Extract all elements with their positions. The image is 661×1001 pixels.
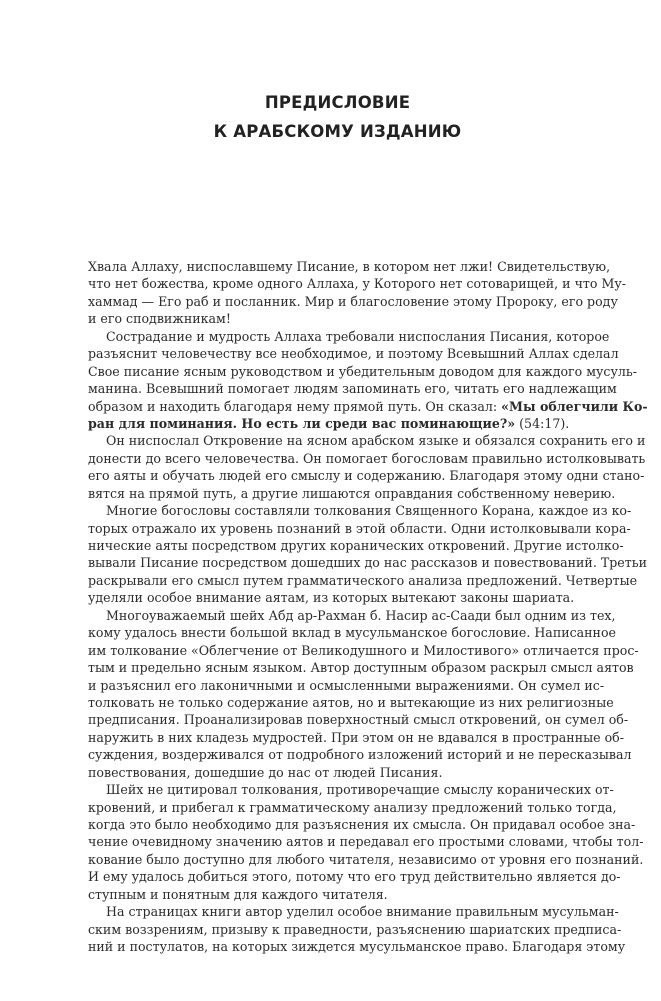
- text-segment: Шейх не цитировал толкования, противоречащие смыслу коранических от-: [106, 782, 614, 798]
- text-segment: и разъяснил его лаконичными и осмысленными выражениями. Он сумел ис-: [88, 677, 605, 693]
- paragraph: [88, 903, 626, 955]
- paragraph: [88, 258, 627, 328]
- text-segment: Многоуважаемый шейх Абд ар-Рахман б. Насир ас-Саади был одним из тех,: [106, 607, 616, 623]
- text-line: [88, 293, 618, 310]
- text-line: [88, 624, 616, 641]
- text-line: [88, 607, 616, 624]
- text-line: [88, 833, 644, 850]
- text-segment: чение очевидному значению аятов и передавал его простыми словами, чтобы тол-: [88, 834, 644, 850]
- text-line: [88, 764, 589, 781]
- text-segment: суждения, воздерживался от подробного изложений историй и не пересказывал: [88, 747, 632, 763]
- text-line: [88, 868, 621, 885]
- text-segment: торых отражало их уровень познаний в этой области. Одни истолковывали кора-: [88, 520, 631, 536]
- text-segment: повествования, дошедшие до нас от людей Писания.: [88, 764, 443, 780]
- text-line: [88, 275, 627, 292]
- text-line: [88, 502, 632, 519]
- paragraph: [88, 781, 644, 903]
- text-line: [88, 589, 589, 606]
- text-line: [88, 711, 629, 728]
- text-line: [88, 467, 645, 484]
- text-segment: ступным и понятным для каждого читателя.: [88, 886, 388, 902]
- text-segment: хаммад — Его раб и посланник. Мир и благословение этому Пророку, его роду: [88, 293, 618, 309]
- text-segment: кование было доступно для любого читателя, независимо от уровня его познаний.: [88, 851, 644, 867]
- paragraph: [88, 607, 639, 781]
- text-line: [88, 694, 614, 711]
- text-line: [88, 921, 622, 938]
- text-segment: И ему удалось добиться этого, потому что его труд действительно является до-: [88, 869, 621, 885]
- text-segment: раскрывали его смысл путем грамматического анализа предложений. Четвертые: [88, 572, 638, 588]
- text-line: [88, 781, 614, 798]
- text-line: [88, 363, 638, 380]
- text-line: [88, 642, 639, 659]
- text-segment: (54:17).: [515, 415, 570, 431]
- paragraph: [88, 432, 646, 502]
- text-segment: вятся на прямой путь, а другие лишаются оправдания собственному неверию.: [88, 485, 616, 501]
- text-segment: Хвала Аллаху, ниспославшему Писание, в котором нет лжи! Свидетельствую,: [88, 259, 611, 274]
- text-segment: предписания. Проанализировав поверхностный смысл откровений, он сумел об-: [88, 712, 629, 728]
- body-text: [88, 258, 648, 956]
- text-segment: тым и предельно ясным языком. Автор доступным образом раскрыл смысл аятов: [88, 660, 634, 676]
- text-line: [88, 886, 589, 903]
- text-line: [88, 450, 646, 467]
- text-segment: ским воззрениям, призыву к праведности, разъяснению шариатских предписа-: [88, 921, 622, 937]
- page-title: [0, 88, 661, 146]
- text-line: [88, 554, 647, 571]
- text-segment: наружить в них кладезь мудростей. При этом он не вдавался в пространные об-: [88, 729, 624, 745]
- title-line-2: К АРАБСКОМУ ИЗДАНИЮ: [213, 122, 462, 141]
- text-segment: ний и постулатов, на которых зиждется мусульманское право. Благодаря этому: [88, 939, 626, 955]
- text-segment: Он ниспослал Откровение на ясном арабском языке и обязался сохранить его и: [106, 433, 646, 449]
- text-line: [88, 415, 589, 432]
- quran-quote: ран для поминания. Но есть ли среди вас поминающие?»: [88, 415, 516, 431]
- paragraph: [88, 502, 647, 607]
- text-line: [88, 746, 632, 763]
- quran-quote: «Мы облегчили Ко-: [501, 398, 648, 414]
- text-line: [88, 799, 617, 816]
- text-line: [88, 851, 644, 868]
- text-segment: его аяты и обучать людей его смыслу и содержанию. Благодаря этому одни стано-: [88, 468, 645, 484]
- text-line: [88, 572, 638, 589]
- text-line: [88, 677, 605, 694]
- text-segment: им толкование «Облегчение от Великодушного и Милостивого» отличается прос-: [88, 642, 639, 658]
- text-line: [88, 816, 636, 833]
- text-segment: и его сподвижникам!: [88, 311, 231, 327]
- text-segment: толковать не только содержание аятов, но и вытекающие из них религиозные: [88, 694, 614, 710]
- text-segment: разъяснит человечеству все необходимое, и поэтому Всевышний Аллах сделал: [88, 346, 619, 362]
- text-segment: На страницах книги автор уделил особое внимание правильным мусульман-: [106, 904, 619, 920]
- text-line: [88, 659, 634, 676]
- text-line: [88, 328, 610, 345]
- text-segment: Многие богословы составляли толкования Священного Корана, каждое из ко-: [106, 503, 632, 519]
- text-line: [88, 398, 648, 415]
- paragraph: [88, 328, 648, 433]
- text-segment: Свое писание ясным руководством и убедительным доводом для каждого мусуль-: [88, 363, 638, 379]
- text-segment: кому удалось внести большой вклад в мусульманское богословие. Написанное: [88, 625, 616, 641]
- text-segment: кровений, и прибегал к грамматическому анализу предложений только тогда,: [88, 799, 617, 815]
- text-segment: донести до всего человечества. Он помогает богословам правильно истолковывать: [88, 450, 646, 466]
- text-line: [88, 938, 626, 955]
- text-line: [88, 258, 611, 275]
- text-segment: нические аяты посредством других коранических откровений. Другие истолко-: [88, 538, 624, 553]
- text-line: [88, 520, 631, 537]
- text-line: [88, 345, 619, 362]
- text-line: [88, 310, 589, 327]
- text-line: [88, 380, 617, 397]
- text-line: [88, 903, 619, 920]
- text-line: [88, 537, 624, 554]
- text-line: [88, 432, 646, 449]
- text-segment: когда это было необходимо для разъяснения их смысла. Он придавал особое зна-: [88, 817, 636, 832]
- text-segment: уделяли особое внимание аятам, из которых вытекают законы шариата.: [88, 590, 575, 606]
- text-segment: что нет божества, кроме одного Аллаха, у Которого нет сотоварищей, и что Му-: [88, 276, 627, 292]
- text-segment: образом и находить благодаря нему прямой путь. Он сказал:: [88, 398, 502, 414]
- text-segment: вывали Писание посредством дошедших до нас рассказов и повествований. Третьи: [88, 555, 647, 571]
- text-line: [88, 729, 624, 746]
- text-segment: манина. Всевышний помогает людям запоминать его, читать его надлежащим: [88, 381, 617, 397]
- text-segment: Сострадание и мудрость Аллаха требовали ниспослания Писания, которое: [106, 328, 610, 344]
- title-line-1: ПРЕДИСЛОВИЕ: [264, 93, 411, 112]
- text-line: [88, 485, 616, 502]
